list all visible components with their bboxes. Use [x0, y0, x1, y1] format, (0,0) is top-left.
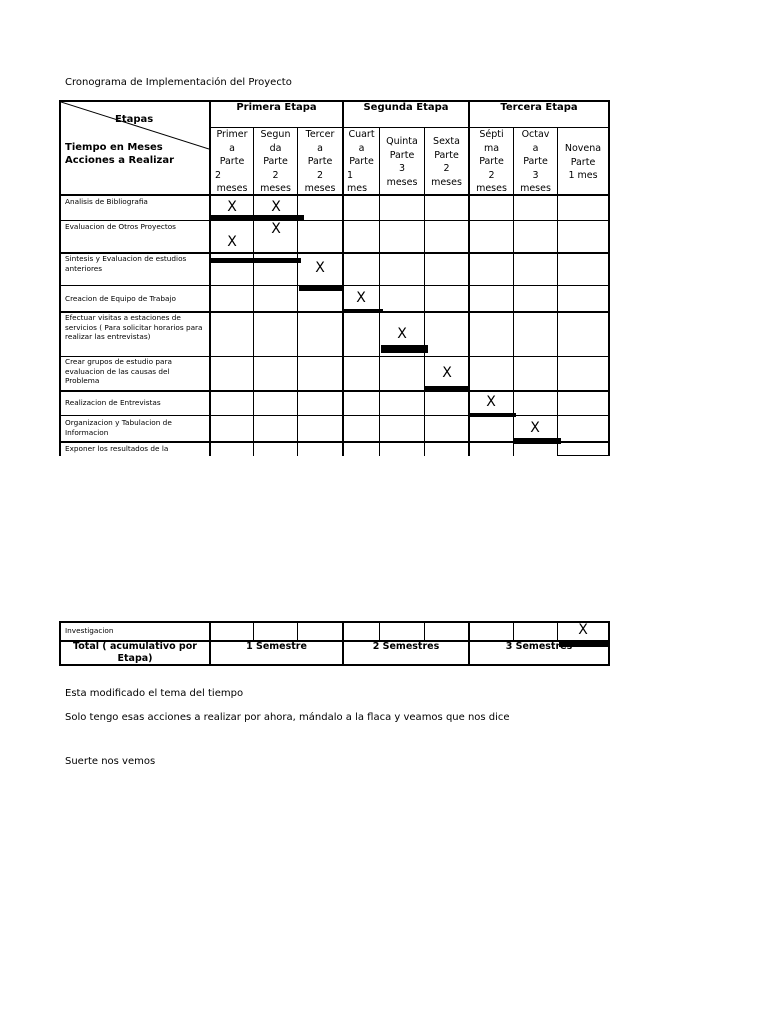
schedule-mark: X [271, 199, 281, 215]
schedule-bar [514, 438, 561, 444]
etapas-label: Etapas [115, 114, 154, 125]
col-header-3: Tercer a Parte 2 meses [304, 129, 336, 195]
note-line: Esta modificado el tema del tiempo [65, 688, 244, 699]
schedule-mark: X [442, 365, 452, 381]
schedule-bar [211, 215, 304, 220]
col-header-7: Sépti ma Parte 2 meses [476, 129, 507, 195]
row-label-time: Tiempo en Meses [65, 142, 163, 153]
activity-label: Investigacion [65, 626, 114, 635]
schedule-mark: X [397, 326, 407, 342]
col-header-1: Primer a Parte 2 meses [215, 129, 248, 195]
schedule-mark: X [356, 290, 366, 306]
schedule-bar [381, 345, 428, 353]
activity-label: Efectuar visitas a estaciones de servicios ( Para solicitar horarios para realizar las entrevistas) [65, 313, 203, 341]
schedule-bar [211, 258, 301, 263]
schedule-bar [425, 386, 470, 391]
total-stage-2: 2 Semestres [372, 641, 440, 652]
schedule-mark: X [315, 260, 325, 276]
col-header-8: Octav a Parte 3 meses [520, 129, 551, 195]
activity-label: Crear grupos de estudio para evaluacion de las causas del Problema [65, 357, 172, 385]
totals-label: Total ( acumulativo por Etapa) [73, 641, 197, 664]
schedule-bar [344, 309, 383, 313]
schedule-mark: X [271, 221, 281, 237]
note-line: Suerte nos vemos [65, 756, 156, 767]
col-header-5: Quinta Parte 3 meses [386, 136, 418, 188]
stage-header-3: Tercera Etapa [500, 102, 578, 113]
col-header-9: Novena Parte 1 mes [564, 143, 602, 182]
schedule-mark: X [486, 394, 496, 410]
activity-label: Sintesis y Evaluacion de estudios anteriores [65, 254, 187, 273]
stage-header-1: Primera Etapa [236, 102, 317, 113]
total-stage-3: 3 Semestres [505, 641, 573, 652]
activity-label: Realizacion de Entrevistas [65, 398, 161, 407]
activity-label: Analisis de Bibliografia [65, 197, 148, 206]
schedule-bar [299, 286, 343, 291]
stage-header-2: Segunda Etapa [363, 102, 449, 113]
document-title: Cronograma de Implementación del Proyecto [65, 77, 292, 88]
activity-label: Creacion de Equipo de Trabajo [65, 294, 176, 303]
col-header-4: Cuart a Parte 1 mes [347, 129, 375, 195]
activity-label: Evaluacion de Otros Proyectos [65, 222, 176, 231]
schedule-mark: X [578, 622, 588, 638]
schedule-mark: X [530, 420, 540, 436]
schedule-mark: X [227, 234, 237, 250]
row-label-actions: Acciones a Realizar [65, 155, 175, 166]
col-header-6: Sexta Parte 2 meses [431, 136, 462, 188]
col-header-2: Segun da Parte 2 meses [260, 129, 291, 195]
schedule-mark: X [227, 199, 237, 215]
total-stage-1: 1 Semestre [246, 641, 307, 652]
schedule-bar [470, 413, 516, 417]
note-line: Solo tengo esas acciones a realizar por ahora, mándalo a la flaca y veamos que nos dice [65, 712, 510, 723]
activity-label: Organizacion y Tabulacion de Informacion [65, 418, 172, 437]
activity-label: Exponer los resultados de la [65, 444, 169, 453]
